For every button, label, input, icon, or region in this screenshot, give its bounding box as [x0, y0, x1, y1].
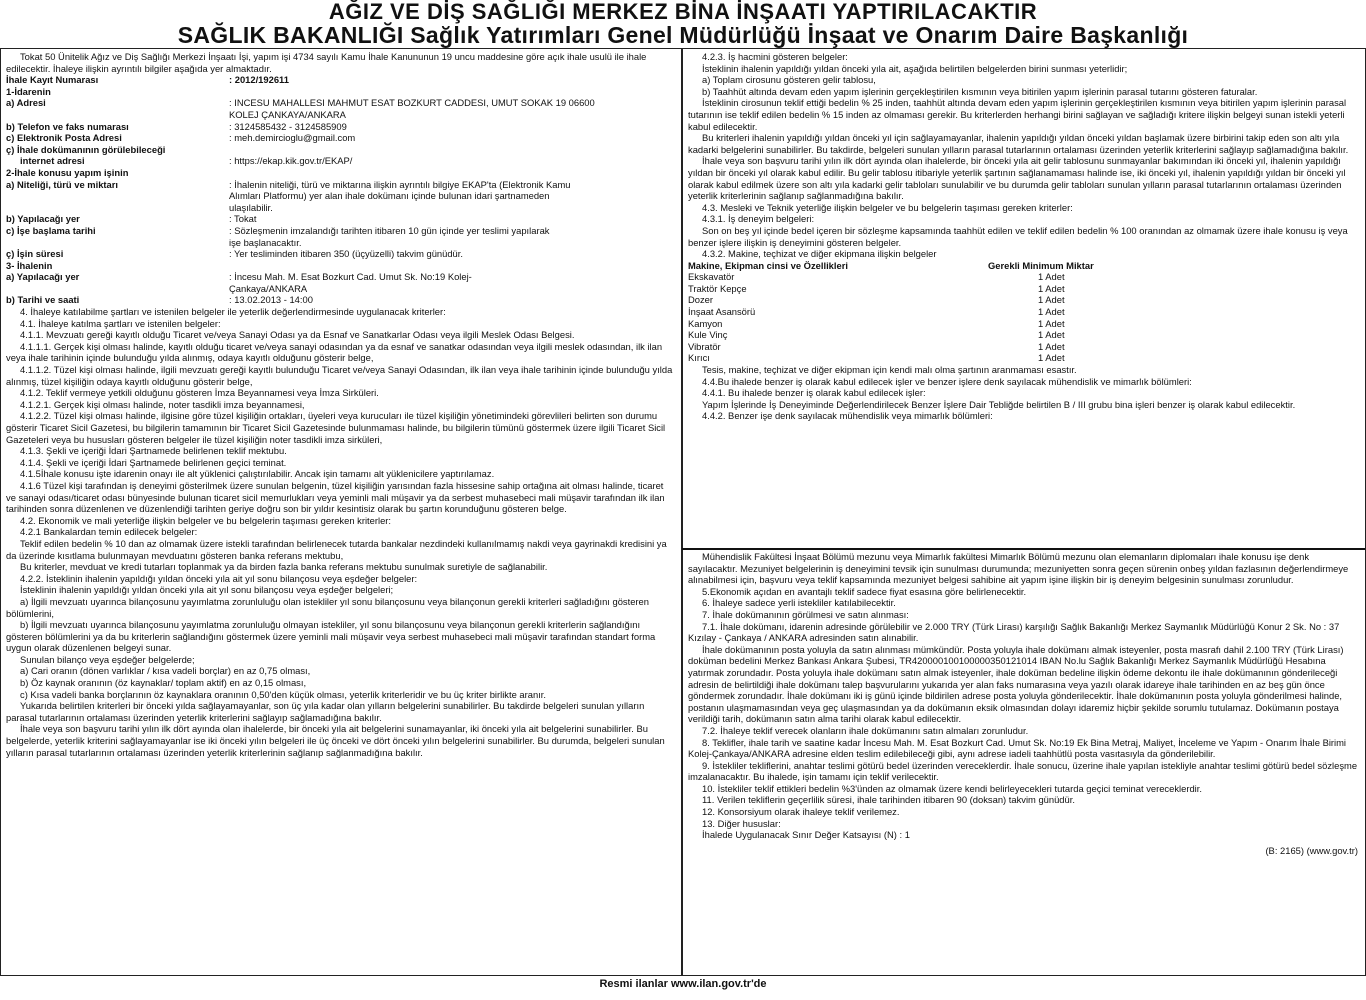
- nitelik-row: a) Niteliği, türü ve miktarı : İhalenin niteliği, türü ve miktarına ilişkin ayrıntılı bilgiye EKAP'ta (Elektronik Kamu Alımları Platformu) yer alan ihale dokümanı içinde bulunan idari şartnameden ulaşılabilir.: [6, 178, 571, 213]
- equipment-table: [688, 271, 1358, 364]
- paragraph: Yukarıda belirtilen kriterleri bir önceki yılda sağlayamayanlar, son üç yıla kadar olan yılların belgelerini sunabilirler. Bu takdirde belgeleri sunulan yılların parasal tutarlarının ortalaması üzerinden yeterlik kriterlerini sağlayıp sağlamadığına bakılır.: [6, 700, 645, 723]
- paragraph: 6. İhaleye sadece yerli istekliler katılabilecektir.: [702, 597, 896, 609]
- paragraph: Bu kriterleri ihalenin yapıldığı yıldan önceki yıl için sağlayamayanlar, ihalenin yapıldığı yıldan önceki yıldan başlamak üzere birbirini takip eden son altı yıla kadarki belgelerini sunabilirler. Bu takdirde, belgeleri sunulan yılların parasal tutarlarının ortalaması üzerinden yeterlik kriterlerini sağlayıp sağlamadığına bakılır.: [688, 132, 1349, 155]
- right-paragraphs-a: [688, 51, 1358, 260]
- page-title: AĞIZ VE DİŞ SAĞLIĞI MERKEZ BİNA İNŞAATI YAPTIRILACAKTIR: [328, 0, 1038, 24]
- equipment-row: [688, 294, 1358, 306]
- paragraph: b) İlgili mevzuatı uyarınca bilançosunu yayımlatma zorunluluğu olmayan istekliler, yıl sonu bilançosunu veya bilançonun gerekli kriterlerin sağlandığını gösteren bölümlerini ya da bu kriterlerin sağlandığını göstermek üzere yeminli mali müşavir veya serbest muhasebeci mali müşavir tarafından standart forma uygun olarak düzenlenen belgeyi sunar.: [6, 619, 656, 654]
- paragraph: 7.1. İhale dokümanı, idarenin adresinde görülebilir ve 2.000 TRY (Türk Lirası) karşılığı Sağlık Bakanlığı Merkez Saymanlık Müdürlüğü Konur 2 Sk. No : 37 Kızılay - Çankaya / ANKARA adresinden satın alınabilir.: [688, 620, 1340, 644]
- adres-row: a) Adresi : INCESU MAHALLESI MAHMUT ESAT BOZKURT CADDESI, UMUT SOKAK 19 06600 KOLEJ ÇANKAYA/ANKARA: [6, 97, 595, 120]
- paragraph: 4.4.1. Bu ihalede benzer iş olarak kabul edilecek işler:: [702, 387, 926, 399]
- paragraph: 4.2.3. İş hacmini gösteren belgeler:: [702, 51, 848, 62]
- yer-row: b) Yapılacağı yer : Tokat: [6, 213, 257, 225]
- paragraph: b) Taahhüt altında devam eden yapım işlerinin gerçekleştirilen kısmının veya bitirilen yapım işlerinin parasal tutarını gösteren faturalar.: [702, 85, 1258, 97]
- paragraph: a) İlgili mevzuatı uyarınca bilançosunu yayımlatma zorunluluğu olan istekliler yıl sonu bilançosunu veya bilançonun gerekli kriterleri sağladığını gösteren bölümlerini,: [6, 595, 649, 619]
- reference-code: (B: 2165) (www.gov.tr): [1265, 844, 1358, 856]
- paragraph: Yapım İşlerinde İş Deneyiminde Değerlendirilecek Benzer İşlere Dair Tebliğde belirtilen B / III grubu bina işleri benzer iş olarak kabul edilecektir.: [702, 398, 1296, 410]
- tel-row: b) Telefon ve faks numarası : 3124585432 - 3124585909: [6, 120, 347, 132]
- equipment-name: Kamyon: [688, 317, 723, 329]
- tarih-row: b) Tarihi ve saati : 13.02.2013 - 14:00: [6, 294, 313, 306]
- paragraph: 4.2.1 Bankalardan temin edilecek belgeler:: [20, 526, 198, 538]
- paragraph: İsteklinin ihalenin yapıldığı yıldan önceki yıla ait, aşağıda belirtilen belgelerden birini sunması yeterlidir;: [702, 62, 1128, 74]
- section-konu: 2-İhale konusu yapım işinin: [6, 166, 129, 178]
- sure-row: ç) İşin süresi : Yer tesliminden itibaren 350 (üçyüzelli) takvim günüdür.: [6, 248, 463, 260]
- section-ihale: 3- İhalenin: [6, 259, 53, 271]
- dok-label: ç) İhale dokümanının görülebileceği: [6, 143, 166, 155]
- equipment-row: [688, 341, 1358, 353]
- equipment-name: Kule Vinç: [688, 329, 728, 341]
- paragraph: c) Kısa vadeli banka borçlarının öz kaynaklara oranının 0,50'den küçük olması, yeterlik kriterleridir ve bu üç kriter birlikte aranır.: [20, 688, 546, 700]
- equipment-name: Ekskavatör: [688, 271, 735, 283]
- section-idare: 1-İdarenin: [6, 85, 51, 97]
- equipment-qty: 1 Adet: [1038, 352, 1065, 364]
- basla-row: c) İşe başlama tarihi : Sözleşmenin imzalandığı tarihten itibaren 10 gün içinde yer teslimi yapılarak işe başlanacaktır.: [6, 224, 550, 248]
- paragraph: 4.1.2.1. Gerçek kişi olması halinde, noter tasdikli imza beyannamesi,: [20, 398, 305, 410]
- paragraph: 4.1.5İhale konusu işte idarenin onayı ile alt yüklenici çalıştırılabilir. Ancak işin tamamı alt yüklenicilere yaptırılamaz.: [20, 468, 495, 480]
- header: [0, 0, 1366, 47]
- paragraph: 8. Teklifler, ihale tarih ve saatine kadar İncesu Mah. M. Esat Bozkurt Cad. Umut Sk. No:19 Ek Bina Metraj, Maliyet, İnceleme ve Yapım - Onarım İhale Birimi Kolej-Çankaya/ANKARA adresine elden teslim edilebileceği gibi, aynı adrese iadeli taahhütlü posta vasıtasıyla da gönderilebilir.: [688, 736, 1347, 760]
- paragraph: 4.1.4. Şekli ve içeriği İdari Şartnamede belirlenen geçici teminat.: [20, 456, 287, 468]
- right-column-top: [688, 51, 1358, 547]
- paragraph: 4.1. İhaleye katılma şartları ve istenilen belgeler:: [20, 317, 221, 329]
- paragraph: 7. İhale dokümanının görülmesi ve satın alınması:: [702, 608, 909, 620]
- paragraph: 4.1.2. Teklif vermeye yetkili olduğunu gösteren İmza Beyannamesi veya İmza Sirküleri.: [20, 387, 379, 399]
- equipment-qty: 1 Adet: [1038, 282, 1065, 294]
- paragraph: a) Cari oranın (dönen varlıklar / kısa vadeli borçlar) en az 0,75 olması,: [20, 665, 311, 677]
- equipment-row: [688, 352, 1358, 364]
- paragraph: 4.1.1. Mevzuatı gereği kayıtlı olduğu Ticaret ve/veya Sanayi Odası ya da Esnaf ve Sanatkarlar Odası veya ilgili Meslek Odası Belgesi.: [20, 329, 575, 341]
- iyer-row: a) Yapılacağı yer : İncesu Mah. M. Esat Bozkurt Cad. Umut Sk. No:19 Kolej-Çankaya/ANKARA: [6, 271, 472, 294]
- left-column: [6, 51, 674, 973]
- paragraph: 5.Ekonomik açıdan en avantajlı teklif sadece fiyat esasına göre belirlenecektir.: [702, 585, 1027, 597]
- right-paragraphs-b: [688, 364, 1358, 422]
- equipment-name: Kırıcı: [688, 352, 710, 364]
- footer: Resmi ilanlar www.ilan.gov.tr'de: [599, 978, 767, 990]
- page-subtitle: SAĞLIK BAKANLIĞI Sağlık Yatırımları Genel Müdürlüğü İnşaat ve Onarım Daire Başkanlığı: [177, 22, 1189, 48]
- paragraph: 4. İhaleye katılabilme şartları ve istenilen belgeler ile yeterlik değerlendirmesinde uygulanacak kriterler:: [20, 306, 446, 318]
- equipment-row: [688, 318, 1358, 330]
- right-paragraphs-c: [688, 551, 1358, 841]
- paragraph: Mühendislik Fakültesi İnşaat Bölümü mezunu veya Mimarlık fakültesi Mimarlık Bölümü mezunu olan elemanların diplomaları ihale konusu işe denk sayılacaktır. Mezuniyet belgelerinin iş deneyimini tevsik için sunulması durumunda; mezuniyetten sonra geçen sürenin onbeş yıldan fazlasının değerlendirmeye alınabilmesi için, başvuru veya teklif kapsamında mezuniyet belgesi sahibine ait yapım işine ilişkin bir iş deneyim belgesinin sunulması zorunludur.: [688, 551, 1349, 586]
- paragraph: 4.3.1. İş deneyim belgeleri:: [702, 213, 815, 225]
- paragraph: İsteklinin ihalenin yapıldığı yıldan önceki yıla ait yıl sonu bilançosu veya eşdeğer belgeleri;: [20, 584, 394, 596]
- paragraph: İhale dokümanının posta yoluyla da satın alınması mümkündür. Posta yoluyla ihale dokümanı almak isteyenler, posta masrafı dahil 2.100 TRY (Türk Lirası) doküman bedelini Merkez Bankası Ankara Şubesi, TR420000100100000350121014 IBAN No.lu Sağlık Bakanlığı Merkez Saymanlık Müdürlüğü Hesabına yatırmak zorundadır. Posta yoluyla ihale dokümanı satın almak isteyenler, ihale doküman bedeline ilişkin ödeme dekontu ile ihale dokümanının gönderileceği adresin de belirtildiği ihale dokümanı talep başvurularını yukarıda yer alan faks numarasına veya yazılı olarak idareye ihale tarihinden en az beş gün önce göndermek zorundadır. İhale dokümanı iki iş günü içinde bildirilen adrese posta yoluyla gönderilecektir. İhale dokümanının posta yoluyla gönderilmesi halinde, postanın ulaşmamasından veya geç ulaşmasından ya da dokümanın eksik olmasından dolayı idaremiz hiçbir şekilde sorumlu tutulamaz. Dokümanın postaya verildiği tarih, dokümanın satın alma tarihi olarak kabul edilecektir.: [688, 643, 1344, 725]
- column-divider: [682, 548, 1365, 550]
- equipment-name: Traktör Kepçe: [688, 282, 747, 294]
- paragraph: 4.1.1.1. Gerçek kişi olması halinde, kayıtlı olduğu ticaret ve/veya sanayi odasından ya da esnaf ve sanatkar odasından veya ilgili meslek odasından, ilk ilan veya ihale tarihinin içinde bulunduğu yılda alınmış, odaya kayıtlı olduğunu gösterir belge,: [6, 340, 663, 364]
- paragraph: Tesis, makine, teçhizat ve diğer ekipman için kendi malı olma şartının aranmaması esastır.: [702, 364, 1077, 376]
- intro-text: Tokat 50 Ünitelik Ağız ve Diş Sağlığı Merkezi İnşaatı İşi, yapım işi 4734 sayılı Kamu İhale Kanununun 19 uncu maddesine göre açık ihale usulü ile ihale edilecektir. İhaleye ilişkin ayrıntılı bilgiler aşağıda yer almaktadır.: [6, 51, 647, 74]
- paragraph: 4.4.2. Benzer işe denk sayılacak mühendislik veya mimarlık bölümleri:: [702, 410, 993, 422]
- right-column-bottom: [688, 551, 1358, 971]
- equipment-qty: 1 Adet: [1038, 317, 1065, 329]
- paragraph: 4.1.3. Şekli ve içeriği İdari Şartnamede belirlenen teklif mektubu.: [20, 445, 287, 457]
- paragraph: 4.4.Bu ihalede benzer iş olarak kabul edilecek işler ve benzer işlere denk sayılacak mühendislik ve mimarlık bölümleri:: [702, 375, 1192, 387]
- equipment-qty: 1 Adet: [1038, 306, 1065, 318]
- paragraph: 4.2. Ekonomik ve mali yeterliğe ilişkin belgeler ve bu belgelerin taşıması gereken kriterler:: [20, 514, 392, 526]
- equipment-name: Vibratör: [688, 340, 721, 352]
- paragraph: İhale veya son başvuru tarihi yılın ilk dört ayında olan ihalelerde, bir önceki yıla ait belgelerini sunamayanlar, iki önceki yıla ait belgelerini sunabilirler. Bu belgelerde, yeterlik kriterini sağlayamayanlar ise iki önceki yılın belgeleri ile üç önceki ve dört önceki yılın belgelerini sunabilirler. Bu durumda, belgeleri sunulan yılların parasal tutarlarının ortalaması üzerinden yeterlik kriterlerinin sağlanıp sağlanmadığına bakılır.: [6, 723, 665, 758]
- equipment-name: İnşaat Asansörü: [688, 306, 756, 318]
- paragraph: 11. Verilen tekliflerin geçerlilik süresi, ihale tarihinden itibaren 90 (doksan) takvim günüdür.: [702, 794, 1075, 806]
- paragraph: Bu kriterler, mevduat ve kredi tutarları toplanmak ya da birden fazla banka referans mektubu sunulmak suretiyle de sağlanabilir.: [20, 561, 548, 573]
- equipment-name: Dozer: [688, 294, 714, 306]
- paragraph: 4.3.2. Makine, teçhizat ve diğer ekipmana ilişkin belgeler: [702, 248, 937, 260]
- equipment-row: [688, 283, 1358, 295]
- paragraph: 12. Konsorsiyum olarak ihaleye teklif verilemez.: [702, 806, 900, 818]
- equipment-row: [688, 329, 1358, 341]
- equipment-row: [688, 306, 1358, 318]
- equipment-row: [688, 271, 1358, 283]
- paragraph: 7.2. İhaleye teklif verecek olanların ihale dokümanını satın almaları zorunludur.: [702, 724, 1029, 736]
- paragraph: b) Öz kaynak oranının (öz kaynaklar/ toplam aktif) en az 0,15 olması,: [20, 677, 307, 689]
- paragraph: 10. İstekliler teklif ettikleri bedelin %3'ünden az olmamak üzere kendi belirleyecekleri tutarda geçici teminat vereceklerdir.: [702, 782, 1202, 794]
- paragraph: İsteklinin cirosunun teklif ettiği bedelin % 25 inden, taahhüt altında devam eden yapım işlerinin gerçekleştirilen kısmının veya bitirilen yapım işlerinin parasal tutarının ise teklif edilen bedelin % 15 inden az olmaması gerekir. Bu kriterlerden herhangi birini sağlayan ve sağladığı kritere ilişkin belgeyi sunan istekli yeterli kabul edilecektir.: [688, 97, 1347, 132]
- paragraph: 4.1.6 Tüzel kişi tarafından iş deneyimi gösterilmek üzere sunulan belgenin, tüzel kişiliğin yarısından fazla hissesine sahip ortağına ait olması halinde, ticaret ve sanayi odası/ticaret odası bünyesinde bulunan ticaret sicil memurlukları veya yeminli mali müşavir ya da serbest muhasebeci mali müşavir tarafından ilk ilan tarihinden sonra düzenlenen ve düzenlendiği tarihten geriye doğru son bir yıldır kesintisiz olarak bu şartın korunduğunu gösteren belge.: [6, 479, 665, 515]
- paragraph: Teklif edilen bedelin % 10 dan az olmamak üzere istekli tarafından belirlenecek tutarda bankalar nezdindeki kullanılmamış nakdi veya gayrinakdi kredisini ya da üzerinde kısıtlama bulunmayan mevduatını gösteren banka referans mektubu,: [6, 537, 667, 561]
- left-paragraphs: [6, 306, 674, 758]
- paragraph: 4.1.2.2. Tüzel kişi olması halinde, ilgisine göre tüzel kişiliğin ortakları, üyeleri veya kurucuları ile tüzel kişiliğin yönetimindeki görevlileri belirten son durumu gösterir Ticaret Sicil Gazetesi, bu bilgilerin tamamının bir Ticaret Sicil Gazetesinde bulunmaması halinde, bu bilgilerin tümünü göstermek üzere ilgili Ticaret Sicil Gazeteleri veya bu hususları gösteren belgeler ile tüzel kişiliğin noter tasdikli imza sirküleri,: [6, 410, 666, 445]
- paragraph: 4.1.1.2. Tüzel kişi olması halinde, ilgili mevzuatı gereği kayıtlı bulunduğu Ticaret ve/veya Sanayi Odasından, ilk ilan veya ihale tarihinin içinde bulunduğu yılda alınmış, tüzel kişiliğin odaya kayıtlı olduğunu gösterir belge,: [6, 364, 673, 387]
- ihale-no-row: İhale Kayıt Numarası : 2012/192611: [6, 74, 289, 86]
- equipment-qty: 1 Adet: [1038, 271, 1065, 283]
- equipment-qty: 1 Adet: [1038, 294, 1065, 306]
- equipment-qty: 1 Adet: [1038, 329, 1065, 341]
- equipment-header: Makine, Ekipman cinsi ve Özellikleri Gerekli Minimum Miktar: [688, 259, 1094, 271]
- paragraph: 4.2.2. İsteklinin ihalenin yapıldığı yıldan önceki yıla ait yıl sonu bilançosu veya eşdeğer belgeler:: [20, 572, 418, 584]
- paragraph: 4.3. Mesleki ve Teknik yeterliğe ilişkin belgeler ve bu belgelerin taşıması gereken kriterler:: [702, 201, 1073, 213]
- paragraph: a) Toplam cirosunu gösteren gelir tablosu,: [702, 74, 876, 86]
- paragraph: Sunulan bilanço veya eşdeğer belgelerde;: [20, 653, 195, 665]
- paragraph: İhale veya son başvuru tarihi yılın ilk dört ayında olan ihalelerde, bir önceki yıla ait gelir tablosunu sunmayanlar bakımından iki önceki yıl, ihalenin yapıldığı yıldan bir önceki yıl olarak kabul edilir. Bu gelir tablosu itibariyle yeterlik şartının sağlanamaması halinde ise, iki önceki yıl, ihalenin yapıldığı yıldan bir önceki yıl olarak kabul edilmek üzere son altı yıla kadarki gelir tabloları sunulabilir ve bu durumda gelir tabloları sunulan yılların parasal tutarlarının ortalaması üzerinden yeterlik kriterlerinin sağlanıp sağlanmadığına bakılır.: [688, 155, 1346, 202]
- dok-row: internet adresi : https://ekap.kik.gov.tr/EKAP/: [20, 155, 353, 167]
- paragraph: Son on beş yıl içinde bedel içeren bir sözleşme kapsamında taahhüt edilen ve teklif edilen bedelin % 100 oranından az olmamak üzere ihale konusu iş veya benzer işlere ilişkin iş deneyimini gösteren belgeler.: [688, 224, 1348, 248]
- equipment-qty: 1 Adet: [1038, 340, 1065, 352]
- mail-row: c) Elektronik Posta Adresi : meh.demircioglu@gmail.com: [6, 132, 356, 144]
- paragraph: 9. İstekliler tekliflerini, anahtar teslimi götürü bedel üzerinden vereceklerdir. İhale sonucu, üzerine ihale yapılan istekliyle anahtar teslimi götürü bedel sözleşme imzalanacaktır. Bu ihalede, işin tamamı için teklif verilecektir.: [688, 759, 1358, 783]
- paragraph: 13. Diğer hususlar:: [702, 817, 781, 829]
- paragraph: İhalede Uygulanacak Sınır Değer Katsayısı (N) : 1: [702, 829, 910, 841]
